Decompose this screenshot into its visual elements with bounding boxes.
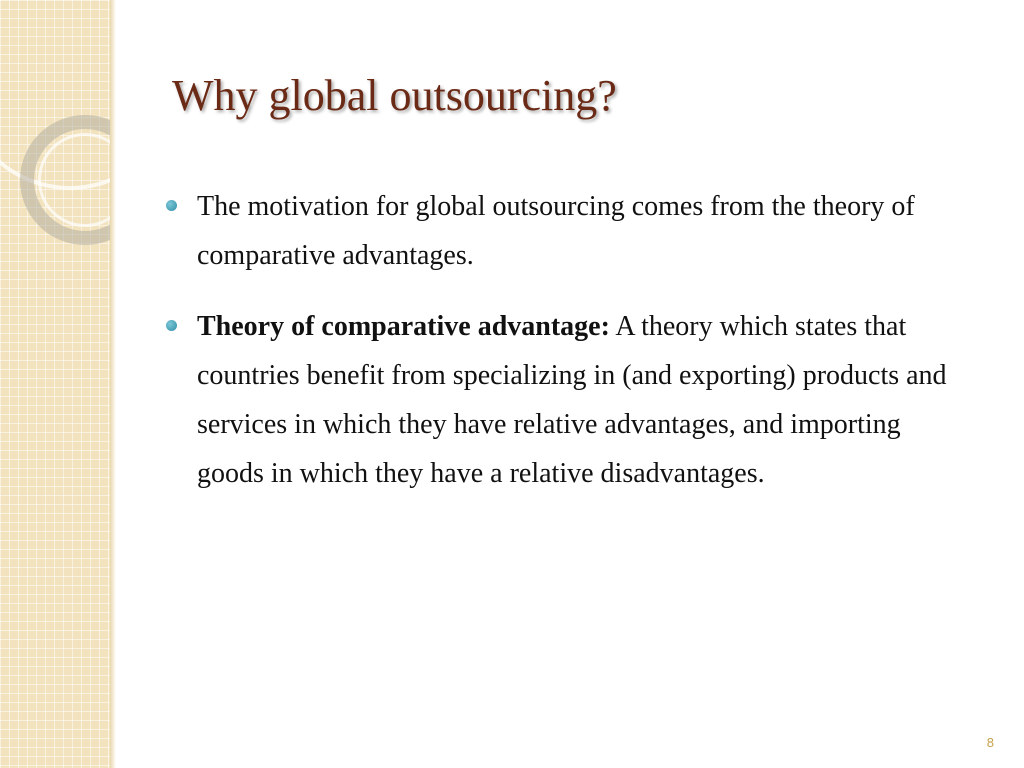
bullet-dot-icon [166, 320, 177, 331]
decorative-ring-inner [38, 133, 110, 227]
decorative-ring-large [0, 0, 110, 190]
decorative-side-panel [0, 0, 110, 768]
decorative-ring-thick [20, 115, 110, 245]
bullet-item-theory [160, 302, 960, 498]
page-number: 8 [986, 735, 994, 750]
bullet-term: Theory of comparative advantage: [197, 311, 610, 342]
side-panel-edge [110, 0, 116, 768]
slide-content [160, 182, 960, 520]
bullet-dot-icon [166, 200, 177, 211]
bullet-text: The motivation for global outsourcing comes from the theory of comparative advantages. [197, 191, 915, 271]
slide-title: Why global outsourcing? [172, 71, 617, 120]
bullet-text: A theory which states that countries benefit from specializing in (and exporting) products and services in which they have relative advantages, and importing goods in which they have a relative disadvantages. [197, 311, 947, 489]
bullet-item-motivation [160, 182, 960, 280]
